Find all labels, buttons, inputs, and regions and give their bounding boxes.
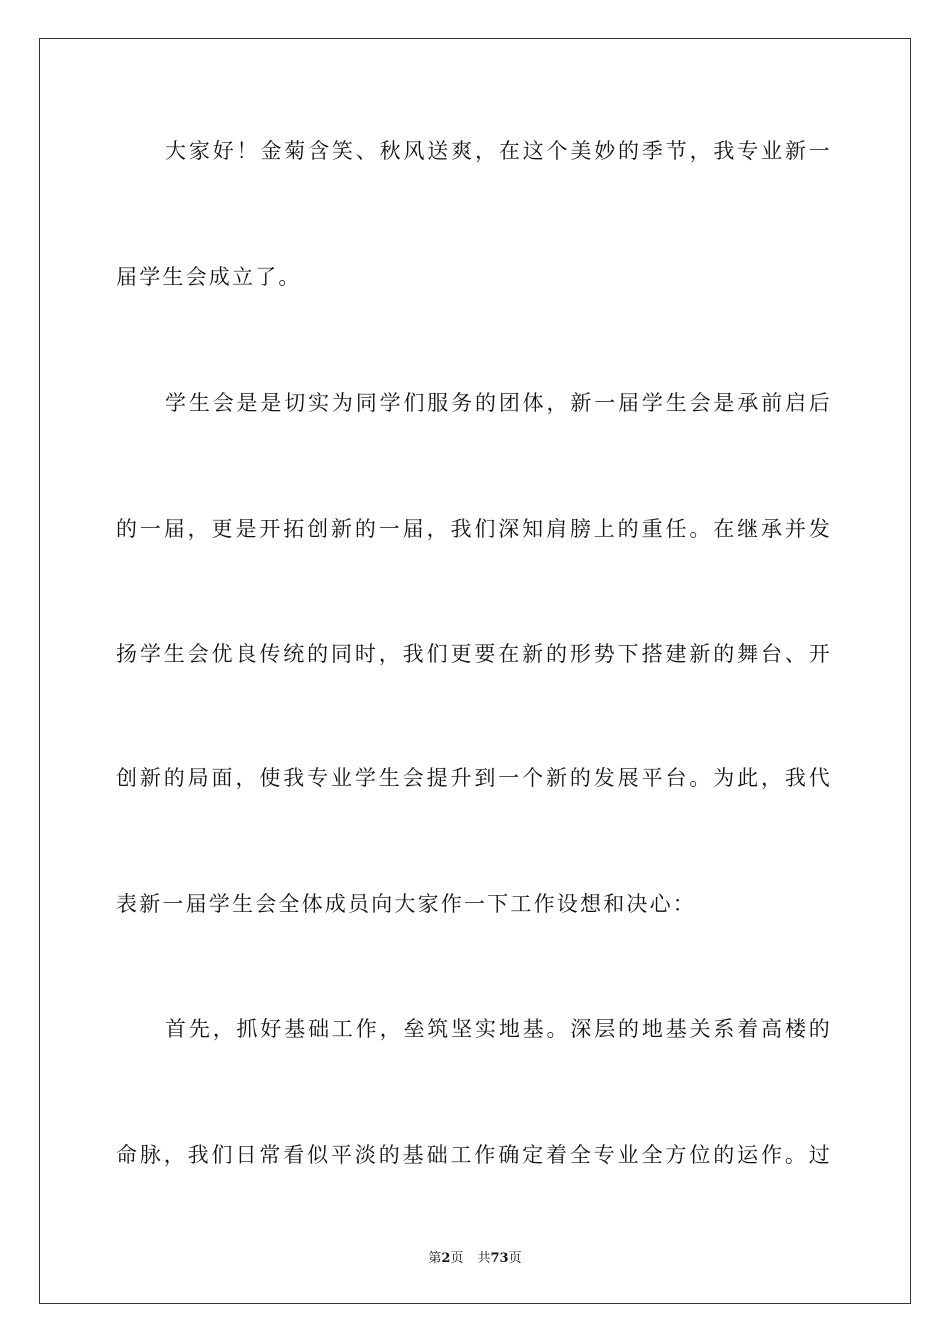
total-page-count: 73	[490, 1251, 509, 1266]
paragraph-2-line-2: 的一届，更是开拓创新的一届，我们深知肩膀上的重任。在继承并发	[116, 517, 832, 541]
page-suffix: 页	[450, 1251, 464, 1266]
paragraph-2-line-1: 学生会是是切实为同学们服务的团体，新一届学生会是承前启后	[165, 391, 832, 415]
total-suffix: 页	[508, 1251, 522, 1266]
paragraph-2-line-4: 创新的局面，使我专业学生会提升到一个新的发展平台。为此，我代	[116, 766, 832, 790]
page-footer	[0, 1247, 950, 1266]
page-border	[39, 38, 911, 1304]
paragraph-3-line-1: 首先，抓好基础工作，垒筑坚实地基。深层的地基关系着高楼的	[165, 1017, 832, 1041]
paragraph-1-line-1: 大家好！金菊含笑、秋风送爽，在这个美妙的季节，我专业新一	[165, 139, 832, 163]
paragraph-1-line-2: 届学生会成立了。	[116, 265, 302, 289]
total-prefix: 共	[477, 1251, 491, 1266]
current-page-number: 2	[441, 1251, 451, 1266]
paragraph-2-line-3: 扬学生会优良传统的同时，我们更要在新的形势下搭建新的舞台、开	[116, 642, 832, 666]
page-prefix: 第	[428, 1251, 442, 1266]
paragraph-3-line-2: 命脉，我们日常看似平淡的基础工作确定着全专业全方位的运作。过	[116, 1143, 832, 1167]
paragraph-2-line-5: 表新一届学生会全体成员向大家作一下工作设想和决心：	[116, 892, 696, 916]
